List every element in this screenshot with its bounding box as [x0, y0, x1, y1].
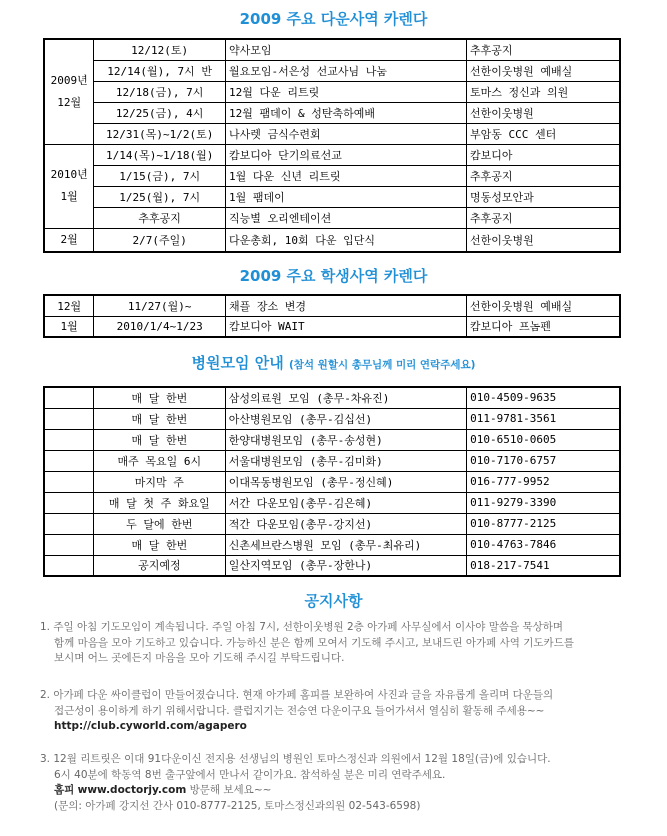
- table-row: [44, 316, 620, 337]
- table-row: [44, 471, 620, 492]
- table-row: [44, 555, 620, 576]
- table-row: [44, 81, 620, 102]
- meeting-name: 적간 다운모임(총무-강지선): [225, 513, 466, 534]
- notice-line: 보시며 어느 곳에든지 마음을 모아 기도해 주시길 부탁드립니다.: [54, 652, 345, 664]
- event-date: 1/25(월), 7시: [94, 186, 226, 207]
- event-name: 다운총회, 10회 다운 입단식: [226, 228, 467, 252]
- table-row: [44, 408, 620, 429]
- meeting-phone: 018-217-7541: [467, 555, 620, 576]
- meeting-schedule: 두 달에 한번: [93, 513, 225, 534]
- event-date: 12/12(토): [94, 39, 226, 60]
- student-date: 2010/1/4~1/23: [94, 316, 226, 337]
- blank-cell: [44, 513, 93, 534]
- blank-cell: [44, 555, 93, 576]
- hospital-note: (참석 원할시 총무님께 미리 연락주세요): [288, 359, 476, 371]
- table-row: [44, 429, 620, 450]
- event-date: 2/7(주일): [94, 228, 226, 252]
- table-row: [44, 513, 620, 534]
- meeting-phone: 010-6510-0605: [467, 429, 620, 450]
- notice-line: 함께 마음을 모아 기도하고 있습니다. 가능하신 분은 함께 모여서 기도해 주시고, 보내드린 아가페 사역 기도카드를: [54, 636, 574, 649]
- event-name: 1월 다운 신년 리트릿: [226, 165, 467, 186]
- table-row: [44, 228, 620, 252]
- event-name: 직능별 오리엔테이션: [226, 207, 467, 228]
- student-date: 11/27(월)~: [94, 295, 226, 316]
- event-place: 선한이웃병원: [467, 102, 620, 123]
- blank-cell: [44, 408, 93, 429]
- month-group-label: 2009년 12월: [44, 39, 94, 144]
- notice-1: [40, 620, 660, 667]
- club-link[interactable]: http://club.cyworld.com/agapero: [54, 720, 247, 732]
- blank-cell: [44, 471, 93, 492]
- calendar-table: [43, 38, 621, 253]
- student-event: 채플 장소 변경: [226, 295, 467, 316]
- table-row: [44, 186, 620, 207]
- homepage-line: [40, 783, 660, 799]
- notice-line: 1. 주일 아침 기도모임이 계속됩니다. 주일 아침 7시, 선한이웃병원 2층 아가페 사무실에서 이사야 말씀을 묵상하며: [40, 621, 564, 633]
- student-event: 캄보디아 WAIT: [226, 316, 467, 337]
- event-name: 캄보디아 단기의료선교: [226, 144, 467, 165]
- event-place: 캄보디아: [467, 144, 620, 165]
- contact-line: (문의: 아가페 강지선 간사 010-8777-2125, 토마스정신과의원 02-543-6598): [54, 799, 421, 812]
- table-row: [44, 387, 620, 408]
- meeting-name: 한양대병원모임 (총무-송성현): [225, 429, 466, 450]
- meeting-name: 서간 다운모임(총무-김은혜): [225, 492, 466, 513]
- meeting-phone: 011-9781-3561: [467, 408, 620, 429]
- meeting-phone: 010-7170-6757: [467, 450, 620, 471]
- student-month: 1월: [44, 316, 94, 337]
- meeting-phone: 010-8777-2125: [467, 513, 620, 534]
- notice-line: 2. 아가페 다운 싸이클럽이 만들어졌습니다. 현재 아가페 홈피를 보완하여 사진과 글을 자유롭게 올리며 다운들의: [40, 689, 554, 701]
- event-date: 12/25(금), 4시: [94, 102, 226, 123]
- meeting-schedule: 마지막 주: [93, 471, 225, 492]
- blank-cell: [44, 534, 93, 555]
- table-row: [44, 144, 620, 165]
- event-name: 나사렛 금식수련회: [226, 123, 467, 144]
- blank-cell: [44, 492, 93, 513]
- meeting-phone: 010-4763-7846: [467, 534, 620, 555]
- hospital-table: [43, 386, 621, 577]
- meeting-phone: 011-9279-3390: [467, 492, 620, 513]
- notice-line: 접근성이 용이하게 하기 위해서랍니다. 클럽지기는 전승연 다운이구요 들어가셔서 열심히 활동해 주세용~~: [54, 704, 545, 717]
- table-row: [44, 165, 620, 186]
- table-row: [44, 123, 620, 144]
- table-row: [44, 60, 620, 81]
- blank-cell: [44, 387, 93, 408]
- student-month: 12월: [44, 295, 94, 316]
- student-title: 2009 주요 학생사역 카렌다: [239, 267, 428, 285]
- event-date: 12/14(월), 7시 반: [94, 60, 226, 81]
- student-table: [43, 294, 621, 338]
- event-date: 12/18(금), 7시: [94, 81, 226, 102]
- table-row: [44, 295, 620, 316]
- meeting-schedule: 매 달 한번: [93, 387, 225, 408]
- event-name: 약사모임: [226, 39, 467, 60]
- event-date: 1/15(금), 7시: [94, 165, 226, 186]
- event-place: 추후공지: [467, 207, 620, 228]
- calendar-title: 2009 주요 다운사역 카렌다: [239, 10, 428, 28]
- event-place: 선한이웃병원 예배실: [467, 60, 620, 81]
- meeting-name: 일산지역모임 (총무-장한나): [225, 555, 466, 576]
- homepage-prefix: 홈피: [54, 784, 75, 796]
- event-place: 추후공지: [467, 39, 620, 60]
- event-name: 1월 팸데이: [226, 186, 467, 207]
- meeting-schedule: 매 달 한번: [93, 429, 225, 450]
- meeting-name: 서울대병원모임 (총무-김미화): [225, 450, 466, 471]
- notice-title: 공지사항: [304, 592, 363, 610]
- notice-2: [40, 688, 660, 735]
- table-row: [44, 492, 620, 513]
- meeting-schedule: 매주 목요일 6시: [93, 450, 225, 471]
- meeting-phone: 016-777-9952: [467, 471, 620, 492]
- meeting-name: 삼성의료원 모임 (총무-차유진): [225, 387, 466, 408]
- homepage-link[interactable]: www.doctorjy.com: [77, 784, 187, 796]
- event-name: 월요모임-서은성 선교사님 나눔: [226, 60, 467, 81]
- event-name: 12월 팸데이 & 성탄축하예배: [226, 102, 467, 123]
- event-place: 부암동 CCC 센터: [467, 123, 620, 144]
- event-place: 선한이웃병원: [467, 228, 620, 252]
- blank-cell: [44, 429, 93, 450]
- event-place: 토마스 정신과 의원: [467, 81, 620, 102]
- table-row: [44, 207, 620, 228]
- table-row: [44, 534, 620, 555]
- blank-cell: [44, 450, 93, 471]
- table-row: [44, 450, 620, 471]
- meeting-name: 아산병원모임 (총무-김십선): [225, 408, 466, 429]
- event-date: 1/14(목)~1/18(월): [94, 144, 226, 165]
- event-date: 추후공지: [94, 207, 226, 228]
- event-place: 명동성모안과: [467, 186, 620, 207]
- hospital-title-text: 병원모임 안내: [191, 354, 284, 372]
- event-name: 12월 다운 리트릿: [226, 81, 467, 102]
- meeting-schedule: 매 달 한번: [93, 408, 225, 429]
- notice-line: 6시 40분에 학동역 8번 출구앞에서 만나서 같이가요. 참석하실 분은 미리 연락주세요.: [54, 768, 446, 781]
- hospital-title: [0, 352, 667, 373]
- notice-3: [40, 752, 660, 814]
- student-place: 캄보디아 프놈펜: [466, 316, 620, 337]
- table-row: [44, 102, 620, 123]
- event-date: 12/31(목)~1/2(토): [94, 123, 226, 144]
- table-row: [44, 39, 620, 60]
- month-group-label: 2010년 1월: [44, 144, 94, 228]
- meeting-schedule: 공지예정: [93, 555, 225, 576]
- meeting-name: 이대목동병원모임 (총무-정신혜): [225, 471, 466, 492]
- student-place: 선한이웃병원 예배실: [466, 295, 620, 316]
- event-place: 추후공지: [467, 165, 620, 186]
- month-group-label: 2월: [44, 228, 94, 252]
- meeting-schedule: 매 달 첫 주 화요일: [93, 492, 225, 513]
- notice-line: 3. 12월 리트릿은 이대 91다운이신 전지용 선생님의 병원인 토마스정신과 의원에서 12월 18일(금)에 있습니다.: [40, 753, 551, 765]
- homepage-suffix: 방문해 보세요~~: [189, 784, 272, 796]
- meeting-schedule: 매 달 한번: [93, 534, 225, 555]
- meeting-name: 신촌세브란스병원 모임 (총무-최유리): [225, 534, 466, 555]
- meeting-phone: 010-4509-9635: [467, 387, 620, 408]
